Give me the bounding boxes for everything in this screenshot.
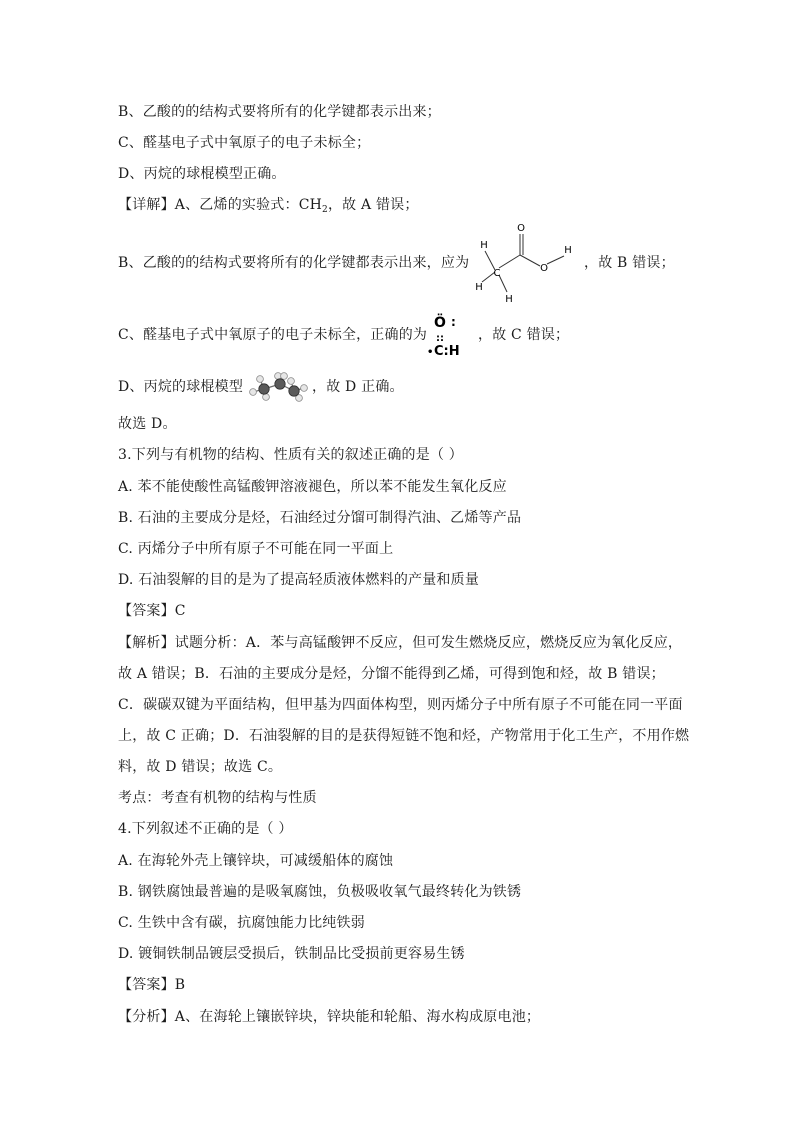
explanation-line: 故 A 错误；B．石油的主要成分是烃，分馏不能得到乙烯，可得到饱和烃，故 B 错误；: [118, 666, 665, 682]
atom-label: H: [564, 245, 572, 256]
option-d: D. 镀铜铁制品镀层受损后，铁制品比受损前更容易生锈: [118, 946, 465, 962]
atom-label: O: [540, 263, 548, 274]
key-point: 考点：考查有机物的结构与性质: [118, 790, 317, 806]
option-a: A. 在海轮外壳上镶锌块，可减缓船体的腐蚀: [118, 853, 394, 869]
text-fragment: ，故 A 错误；: [327, 197, 419, 213]
option-a: A. 苯不能使酸性高锰酸钾溶液褪色，所以苯不能发生氧化反应: [118, 479, 507, 495]
question-4: 4.下列叙述不正确的是（ ）: [118, 821, 293, 837]
text-line: C、醛基电子式中氧原子的电子未标全；: [118, 135, 371, 151]
explanation-line: 【解析】试题分析：A．苯与高锰酸钾不反应，但可发生燃烧反应，燃烧反应为氧化反应，: [118, 635, 683, 651]
option-d: D. 石油裂解的目的是为了提高轻质液体燃料的产量和质量: [118, 572, 480, 588]
text-line: B、乙酸的的结构式要将所有的化学键都表示出来；: [118, 104, 441, 120]
atom-label: H: [480, 240, 488, 251]
text-line: 故选 D。: [118, 416, 177, 432]
atom-label: O: [517, 223, 525, 234]
double-bond-dots: ::: [436, 333, 444, 344]
text-fragment: 【详解】A、乙烯的实验式：CH: [118, 197, 323, 213]
subscript: 2: [322, 205, 328, 215]
text-line: D、丙烷的球棍模型: [118, 379, 244, 395]
unpaired-electron: •: [427, 347, 434, 358]
carbon-hydrogen-label: C:H: [434, 344, 460, 359]
analysis-line: 【分析】A、在海轮上镶嵌锌块，锌块能和轮船、海水构成原电池；: [118, 1009, 541, 1025]
answer: 【答案】B: [118, 977, 186, 993]
atom-label: H: [505, 294, 513, 305]
text-line: D、丙烷的球棍模型正确。: [118, 166, 286, 182]
aldehyde-electron-formula: [424, 310, 476, 360]
text-line: B、乙酸的的结构式要将所有的化学键都表示出来，应为: [118, 255, 470, 271]
acetic-acid-structure: [462, 220, 582, 306]
propane-ball-stick-model: [244, 372, 310, 402]
answer: 【答案】C: [118, 603, 186, 619]
explanation-line: 上，故 C 正确；D．石油裂解的目的是获得短链不饱和烃，产物常用于化工生产，不用作燃: [118, 728, 690, 744]
atom-label: C: [493, 268, 501, 279]
explanation-line: 料，故 D 错误；故选 C。: [118, 759, 283, 775]
explanation-line: C．碳碳双键为平面结构，但甲基为四面体构型，则丙烯分子中所有原子不可能在同一平面: [118, 697, 683, 713]
text-line: ，故 C 错误；: [478, 327, 570, 343]
text-line: [118, 195, 419, 220]
question-3: 3.下列与有机物的结构、性质有关的叙述正确的是（ ）: [118, 447, 464, 463]
lone-pair: :: [451, 315, 456, 329]
text-line: ，故 B 错误；: [584, 255, 675, 271]
oxygen-label: Ö: [434, 315, 446, 331]
option-c: C. 丙烯分子中所有原子不可能在同一平面上: [118, 541, 394, 557]
option-b: B. 石油的主要成分是烃，石油经过分馏可制得汽油、乙烯等产品: [118, 510, 522, 526]
atom-label: H: [475, 282, 483, 293]
option-c: C. 生铁中含有碳，抗腐蚀能力比纯铁弱: [118, 915, 365, 931]
text-line: C、醛基电子式中氧原子的电子未标全，正确的为: [118, 327, 428, 343]
text-line: ，故 D 正确。: [312, 379, 404, 395]
option-b: B. 钢铁腐蚀最普遍的是吸氧腐蚀，负极吸收氧气最终转化为铁锈: [118, 884, 522, 900]
